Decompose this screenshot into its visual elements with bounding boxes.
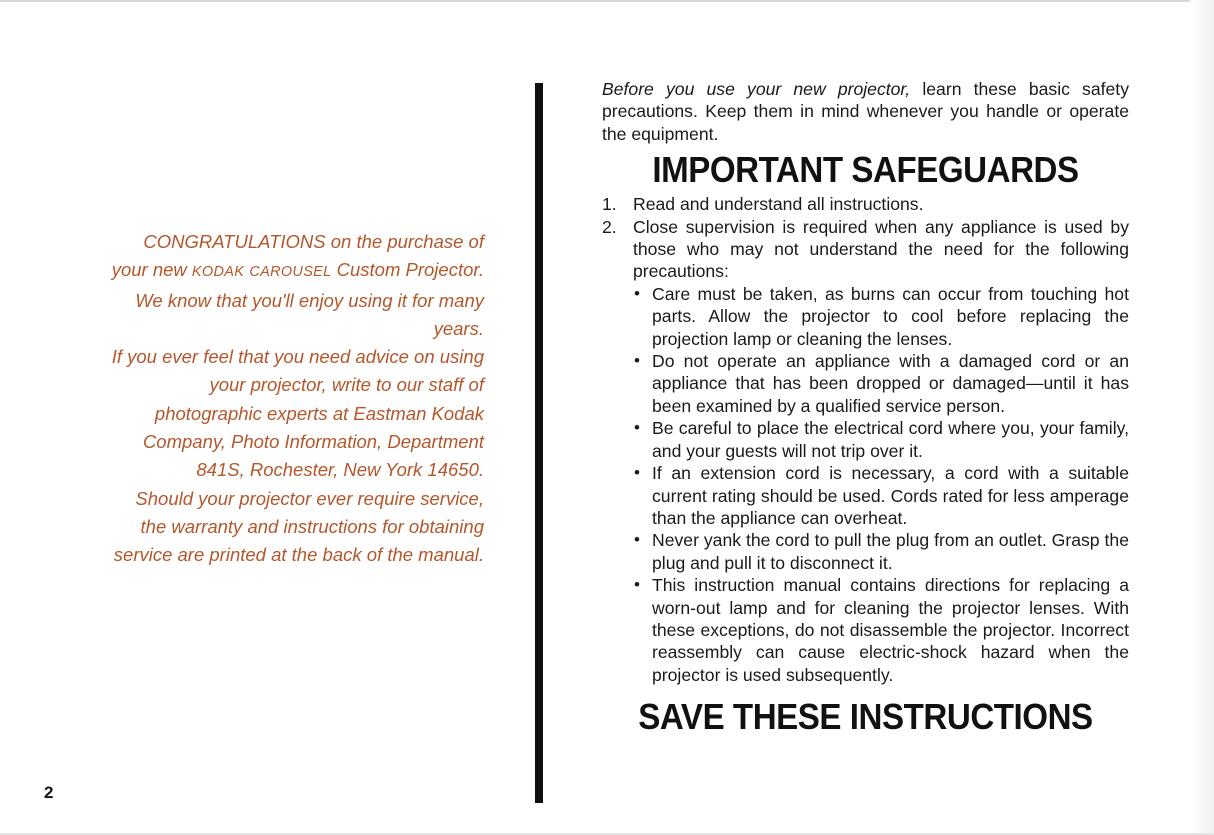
precaution-text: Care must be taken, as burns can occur from touching hot parts. Allow the projector to cool before replacing the projection lamp or cleaning the lenses. <box>652 283 1129 349</box>
page-right-shadow <box>1190 0 1214 835</box>
precaution-item <box>633 462 1129 529</box>
precaution-text: Be careful to place the electrical cord where you, your family, and your guests will not trip over it. <box>652 418 1129 461</box>
precaution-text: Never yank the cord to pull the plug from an outlet. Grasp the plug and pull it to disconnect it. <box>652 530 1129 573</box>
intro-italic: Before you use your new projector, <box>602 79 911 99</box>
step-number: 2. <box>602 216 617 237</box>
page-top-edge <box>0 0 1214 2</box>
congratulations-text: CONGRATULATIONS on the purchase of your new <box>111 231 484 281</box>
service-paragraph: Should your projector ever require service, the warranty and instructions for obtaining service are printed at the back of the manual. <box>113 487 484 566</box>
precaution-item <box>633 529 1129 574</box>
step-text: Close supervision is required when any appliance is used by those who may not understand the need for the following precautions: <box>633 216 1129 282</box>
safeguards-heading: IMPORTANT SAFEGUARDS <box>652 149 1079 191</box>
bullet-icon: • <box>634 575 640 595</box>
congratulations-text-end: Custom Projector. We know that you'll enjoy using it for many years. <box>135 259 484 339</box>
precaution-text: This instruction manual contains directions for replacing a worn-out lamp and for cleaning the projector lenses. With these exceptions, do not disassemble the projector. Incorrect reassembly can cause electric-shock hazard when the projector is used subsequently. <box>652 575 1129 685</box>
bullet-icon: • <box>634 418 640 438</box>
advice-paragraph: If you ever feel that you need advice on using your projector, write to our staff of photographic experts at Eastman Kodak Company, Photo Information, Department 841S, Rochester, New York 14650. <box>111 346 484 481</box>
precaution-item <box>633 283 1129 350</box>
precaution-item <box>633 417 1129 462</box>
precaution-item <box>633 350 1129 417</box>
precaution-item <box>633 574 1129 686</box>
bullet-icon: • <box>634 530 640 550</box>
precaution-text: Do not operate an appliance with a damaged cord or an appliance that has been dropped or damaged—until it has been examined by a qualified service person. <box>652 351 1129 416</box>
step-item <box>602 193 1129 215</box>
congratulations-paragraph <box>110 228 484 343</box>
brand-carousel: CAROUSEL <box>249 264 332 281</box>
intro-paragraph <box>602 78 1129 145</box>
column-divider <box>535 83 543 803</box>
intro-text: learn these basic safety precautions. Keep them in mind whenever you handle or operate the equipment. <box>602 79 1129 144</box>
bullet-icon: • <box>634 351 640 371</box>
congratulations-panel <box>110 228 484 570</box>
precautions-list <box>633 283 1129 686</box>
brand-kodak: KODAK <box>191 264 245 281</box>
page-number: 2 <box>44 783 54 802</box>
precaution-text: If an extension cord is necessary, a cord with a suitable current rating should be used. Cords rated for less amperage than the appliance can overheat. <box>652 463 1129 528</box>
safeguards-steps <box>602 193 1129 686</box>
save-instructions-heading: SAVE THESE INSTRUCTIONS <box>638 696 1093 738</box>
bullet-icon: • <box>634 463 640 483</box>
step-number: 1. <box>602 194 617 215</box>
safeguards-panel <box>602 78 1129 738</box>
bullet-icon: • <box>634 283 640 303</box>
step-text: Read and understand all instructions. <box>633 194 924 215</box>
step-item <box>602 216 1129 687</box>
